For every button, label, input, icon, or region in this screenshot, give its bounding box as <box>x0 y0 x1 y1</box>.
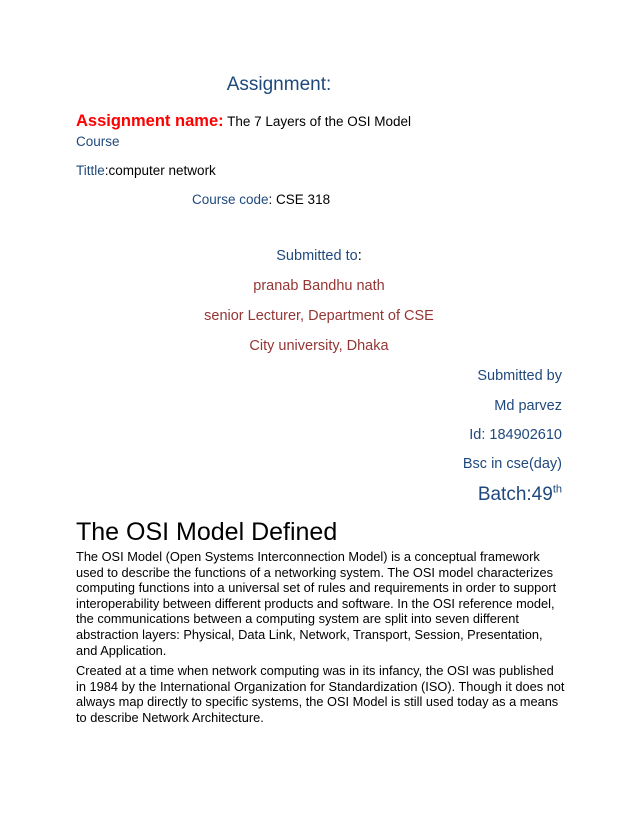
course-code-value: : CSE 318 <box>268 192 331 207</box>
teacher-designation: senior Lecturer, Department of CSE <box>204 308 434 324</box>
title-value: :computer network <box>104 163 216 178</box>
submitted-to-label: Submitted to <box>276 248 358 264</box>
student-degree: Bsc in cse(day) <box>462 456 562 472</box>
assignment-name-label: Assignment name: <box>76 112 224 130</box>
student-batch-text: Batch:49 <box>477 484 553 505</box>
assignment-heading-text: Assignment: <box>226 74 332 95</box>
section-paragraph-2: Created at a time when network computing was in its infancy, the OSI was published in 1984 by the International Organization for Standardization (ISO). Though it does not always map directly to specific systems, the OSI Model is still used today as a means to describe Network Architecture. <box>76 663 565 725</box>
section-paragraph-1: The OSI Model (Open Systems Interconnection Model) is a conceptual framework used to describe the functions of a networking system. The OSI model characterizes computing functions into a universal set of rules and requirements in order to support interoperability between different products and software. In the OSI reference model, the communications between a computing system are split into seven different abstraction layers: Physical, Data Link, Network, Transport, Session, Presentation, and Application. <box>76 549 557 658</box>
student-id: Id: 184902610 <box>469 427 562 443</box>
submitted-to-line <box>0 248 638 264</box>
title-label: Tittle <box>76 163 105 178</box>
submitted-by-label: Submitted by <box>477 368 562 384</box>
submitted-to-colon: : <box>357 248 362 264</box>
student-name: Md parvez <box>494 398 562 414</box>
assignment-name-line <box>76 112 411 131</box>
assignment-name-value: The 7 Layers of the OSI Model <box>227 114 411 129</box>
student-batch-suffix: th <box>552 483 562 496</box>
student-batch <box>478 484 562 506</box>
course-label: Course <box>76 134 120 149</box>
course-code-line <box>192 192 330 207</box>
section-title: The OSI Model Defined <box>76 518 338 546</box>
course-code-label: Course code <box>192 192 269 207</box>
assignment-heading <box>0 74 638 96</box>
teacher-name: pranab Bandhu nath <box>253 278 385 294</box>
title-line <box>76 163 216 178</box>
teacher-institution: City university, Dhaka <box>249 338 389 354</box>
